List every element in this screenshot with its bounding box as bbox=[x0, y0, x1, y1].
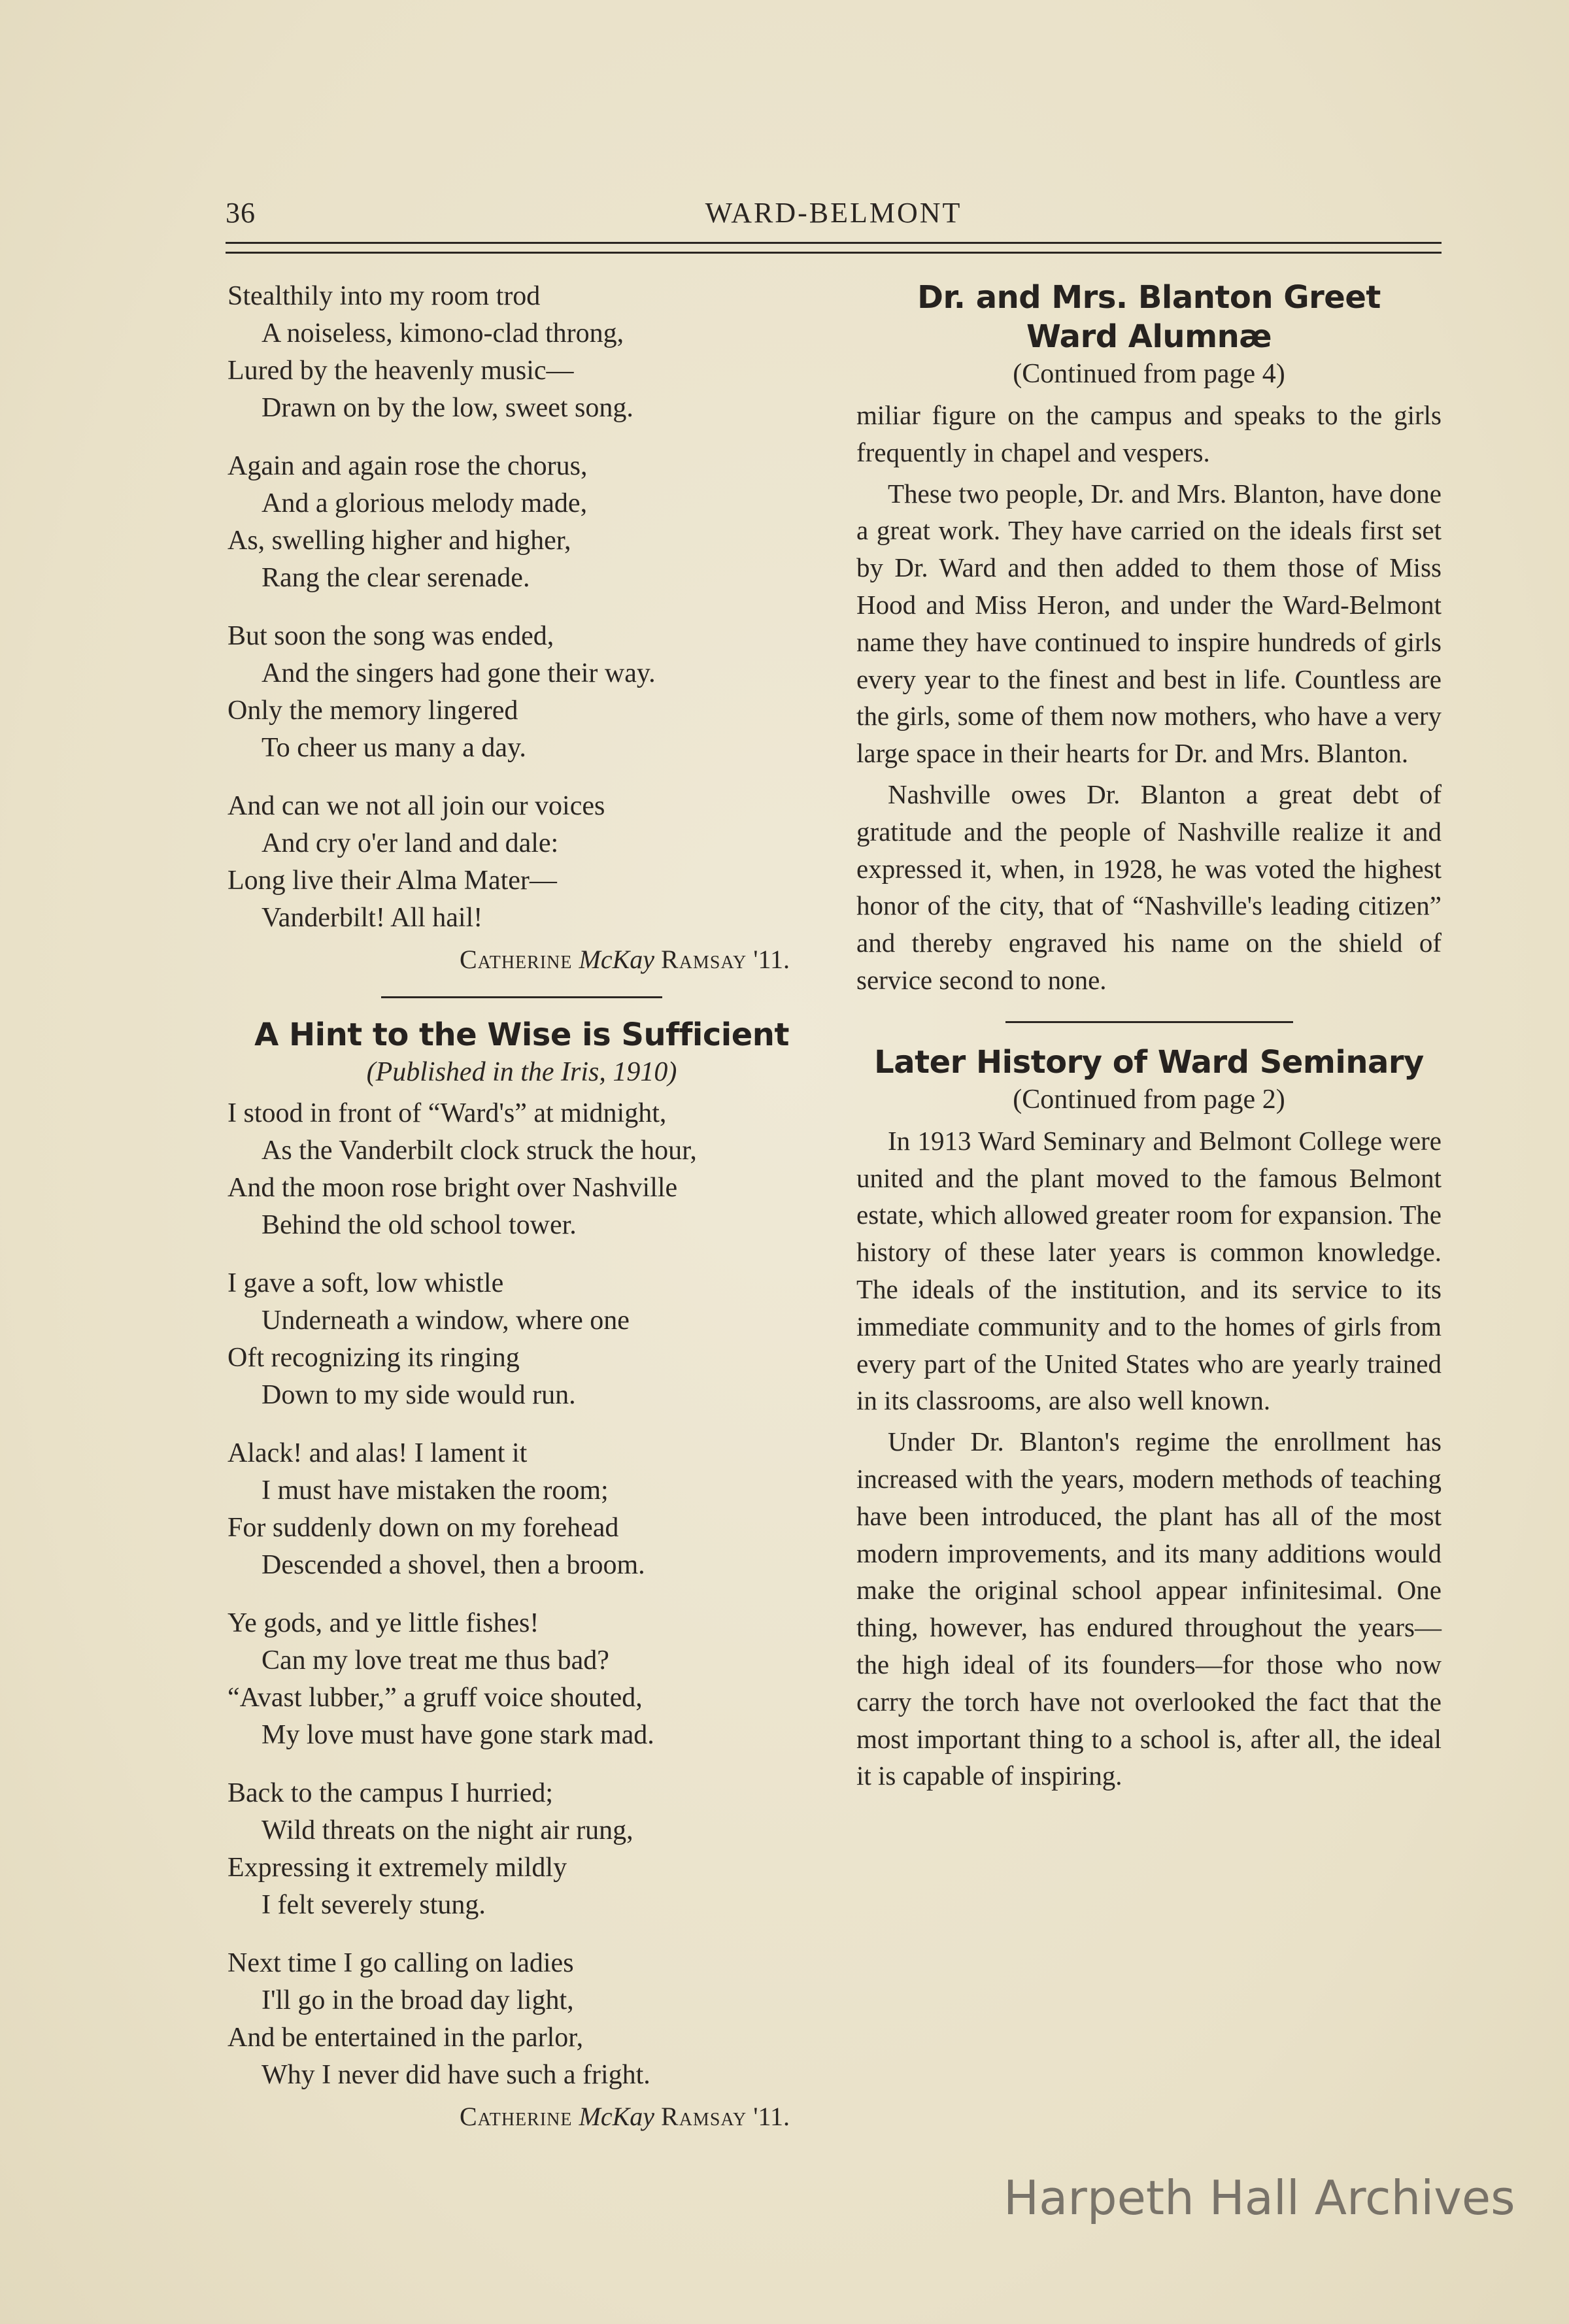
poem-line: Ye gods, and ye little fishes! bbox=[228, 1608, 539, 1638]
poem-line: And a glorious melody made, bbox=[262, 488, 588, 518]
poem-line: As the Vanderbilt clock struck the hour, bbox=[262, 1136, 697, 1166]
poem-hint-to-the-wise bbox=[228, 1095, 816, 2135]
poem-stanza bbox=[228, 1605, 816, 1754]
poem-line: As, swelling higher and higher, bbox=[228, 526, 571, 556]
poem-line: Down to my side would run. bbox=[262, 1380, 576, 1410]
poem-line: I'll go in the broad day light, bbox=[262, 1985, 574, 2015]
article-blanton-body bbox=[856, 397, 1442, 999]
poem-line: Vanderbilt! All hail! bbox=[262, 903, 483, 933]
poem-line: My love must have gone stark mad. bbox=[262, 1720, 654, 1750]
poem-line: Can my love treat me thus bad? bbox=[262, 1645, 609, 1676]
poem-line: Underneath a window, where one bbox=[262, 1305, 630, 1336]
poem-line: “Avast lubber,” a gruff voice shouted, bbox=[228, 1683, 643, 1713]
signature-last-name: Ramsay bbox=[661, 945, 747, 974]
right-column bbox=[856, 278, 1442, 1798]
poem-line: To cheer us many a day. bbox=[262, 733, 526, 763]
article-title-line: Ward Alumnæ bbox=[1026, 318, 1272, 355]
poem-line: Wild threats on the night air rung, bbox=[262, 1815, 633, 1845]
poem-line: For suddenly down on my forehead bbox=[228, 1513, 619, 1543]
poem-line: Back to the campus I hurried; bbox=[228, 1778, 554, 1808]
poem-stanza bbox=[228, 448, 816, 597]
left-column bbox=[228, 278, 816, 2135]
poem-signature bbox=[228, 2098, 816, 2135]
page-number: 36 bbox=[226, 197, 256, 229]
poem-line: Next time I go calling on ladies bbox=[228, 1948, 574, 1978]
signature-year: '11. bbox=[753, 945, 790, 974]
signature-first-name: Catherine bbox=[459, 945, 573, 974]
poem-line: Rang the clear serenade. bbox=[262, 563, 530, 593]
poem-line: And can we not all join our voices bbox=[228, 791, 605, 821]
running-title: WARD-BELMONT bbox=[705, 197, 962, 229]
poem-stanza bbox=[228, 1775, 816, 1924]
poem-line: Drawn on by the low, sweet song. bbox=[262, 393, 633, 423]
poem-line: I felt severely stung. bbox=[262, 1890, 486, 1920]
poem-signature bbox=[228, 941, 816, 978]
poem-line: Stealthily into my room trod bbox=[228, 281, 541, 311]
poem-line: Descended a shovel, then a broom. bbox=[262, 1550, 645, 1580]
article-paragraph: Under Dr. Blanton's regime the enrollment has increased with the years, modern methods of teaching have been introduced, the plant has all of the most modern improvements, and its many additions would make the original school appear infinitesimal. One thing, however, has endured throughout the years—the high ideal of its founders—for those who now carry the torch have not overlooked the fact that the most important thing to a school is, after all, the ideal it is capable of inspiring. bbox=[856, 1426, 1442, 1791]
poem-line: Long live their Alma Mater— bbox=[228, 866, 557, 896]
header-double-rule bbox=[226, 242, 1442, 254]
signature-middle-name: McKay bbox=[579, 945, 655, 974]
article-paragraph: Nashville owes Dr. Blanton a great debt of gratitude and the people of Nashville realize it and expressed it, when, in 1928, he was voted the highest honor of the city, that of “Nashville's leading citizen” and thereby engraved his name on the shield of service second to none. bbox=[856, 779, 1442, 995]
poem-line: Only the memory lingered bbox=[228, 696, 518, 726]
signature-middle-name: McKay bbox=[579, 2102, 655, 2131]
article-ward-seminary-body bbox=[856, 1122, 1442, 1794]
poem-stanza bbox=[228, 1095, 816, 1244]
poem-line: And the moon rose bright over Nashville bbox=[228, 1173, 678, 1203]
poem-subtitle: (Published in the Iris, 1910) bbox=[366, 1057, 677, 1087]
poem-line: I stood in front of “Ward's” at midnight, bbox=[228, 1098, 667, 1128]
signature-last-name: Ramsay bbox=[661, 2102, 747, 2131]
poem-line: Expressing it extremely mildly bbox=[228, 1853, 567, 1883]
poem-line: Lured by the heavenly music— bbox=[228, 356, 574, 386]
section-divider bbox=[1005, 1021, 1293, 1023]
poem-line: And the singers had gone their way. bbox=[262, 658, 656, 688]
poem-line: Alack! and alas! I lament it bbox=[228, 1438, 528, 1468]
poem-stanza bbox=[228, 278, 816, 427]
signature-year: '11. bbox=[753, 2102, 790, 2131]
signature-first-name: Catherine bbox=[459, 2102, 573, 2131]
article-paragraph: These two people, Dr. and Mrs. Blanton, have done a great work. They have carried on the ideals first set by Dr. Ward and then added to them those of Miss Hood and Miss Heron, and under the Ward-Belmont name they have continued to inspire hundreds of girls every year to the finest and best in life. Countless are the girls, some of them now mothers, who have a very large space in their hearts for Dr. and Mrs. Blanton. bbox=[856, 478, 1442, 769]
poem-line: Again and again rose the chorus, bbox=[228, 451, 588, 481]
poem-stanza bbox=[228, 618, 816, 767]
poem-line: A noiseless, kimono-clad throng, bbox=[262, 318, 624, 348]
poem-title: A Hint to the Wise is Sufficient bbox=[254, 1017, 789, 1053]
poem-stanza bbox=[228, 1945, 816, 2094]
poem-line: Why I never did have such a fright. bbox=[262, 2060, 650, 2090]
poem-line: Oft recognizing its ringing bbox=[228, 1343, 520, 1373]
poem-stanza bbox=[228, 1265, 816, 1414]
continued-note: (Continued from page 2) bbox=[1013, 1084, 1285, 1115]
poem-stanza bbox=[228, 1435, 816, 1584]
article-paragraph: miliar figure on the campus and speaks to the girls frequently in chapel and vespers. bbox=[856, 400, 1442, 467]
article-title: Later History of Ward Seminary bbox=[874, 1043, 1424, 1081]
poem-serenade bbox=[228, 278, 816, 978]
archive-watermark: Harpeth Hall Archives bbox=[1004, 2170, 1515, 2225]
poem-line: I gave a soft, low whistle bbox=[228, 1268, 504, 1298]
poem-stanza bbox=[228, 788, 816, 937]
poem-line: Behind the old school tower. bbox=[262, 1210, 577, 1240]
poem-line: And be entertained in the parlor, bbox=[228, 2023, 584, 2053]
poem-line: And cry o'er land and dale: bbox=[262, 828, 559, 858]
continued-note: (Continued from page 4) bbox=[1013, 359, 1285, 389]
article-title-line: Dr. and Mrs. Blanton Greet bbox=[917, 279, 1381, 316]
poem-line: But soon the song was ended, bbox=[228, 621, 554, 651]
section-divider bbox=[381, 996, 662, 998]
page-header bbox=[226, 196, 1442, 248]
article-paragraph: In 1913 Ward Seminary and Belmont College were united and the plant moved to the famous Belmont estate, which allowed greater room for expansion. The history of these later years is common knowledge. The ideals of the institution, and its service to its immediate community and to the homes of girls from every part of the United States who are yearly trained in its classrooms, are also well known. bbox=[856, 1125, 1442, 1416]
poem-line: I must have mistaken the room; bbox=[262, 1475, 609, 1506]
